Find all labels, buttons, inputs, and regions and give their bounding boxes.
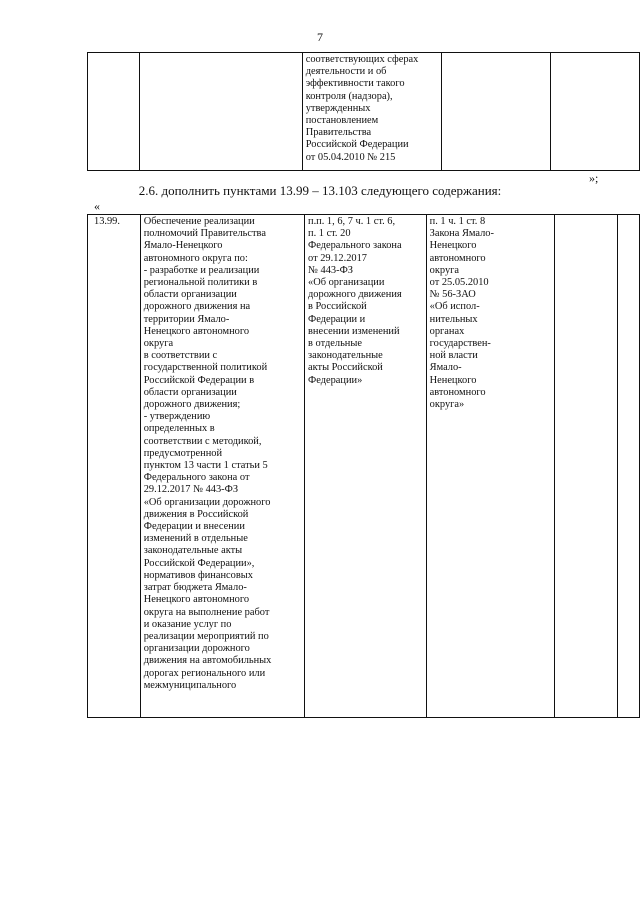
row-regional-basis: п. 1 ч. 1 ст. 8 Закона Ямало- Ненецкого автономного округа от 25.05.2010 № 56-ЗАО «Об испол- нительных органах государствен- ной власти Ямало- Ненецкого автономного округа» bbox=[429, 216, 494, 411]
col6-cell bbox=[617, 215, 639, 718]
row-federal-basis: п.п. 1, 6, 7 ч. 1 ст. 6, п. 1 ст. 20 Федерального закона от 29.12.2017 № 443-ФЗ «Об организации дорожного движения в Российской Федерации и внесении изменений в отдельные законодательные акты Российской Федерации» bbox=[308, 216, 402, 386]
page-number: 7 bbox=[317, 30, 323, 44]
row-description: Обеспечение реализации полномочий Правительства Ямало-Ненецкого автономного округа по: - разработке и реализации региональной политики в области организации дорожного движения на территории Ямало- Ненецкого автономного округа в соответствии с государственной политикой Российской Федерации в области организации дорожного движения; - утверждению определенных в соответствии с методикой, предусмотренной пунктом 13 части 1 статьи 5 Федерального закона от 29.12.2017 № 443-ФЗ «Об организации дорожного движения в Российской Федерации и внесении изменений в отдельные законодательные акты Российской Федерации», нормативов финансовых затрат бюджета Ямало- Ненецкого автономного округа на выполнение работ и оказание услуг по реализации мероприятий по организации дорожного движения на автомобильных дорогах регионального или межмуниципального bbox=[143, 216, 272, 691]
row-number: 13.99. bbox=[94, 216, 120, 227]
top-cell-regional bbox=[442, 53, 551, 171]
table-row bbox=[88, 53, 640, 171]
row-number-cell bbox=[88, 215, 141, 718]
top-table-continuation bbox=[87, 52, 640, 171]
section-heading: 2.6. дополнить пунктами 13.99 – 13.103 следующего содержания: bbox=[138, 183, 502, 198]
opening-quote-mark: « bbox=[94, 199, 100, 213]
top-cell-basis bbox=[302, 53, 441, 171]
regional-basis-cell bbox=[426, 215, 555, 718]
top-cell-number bbox=[88, 53, 140, 171]
closing-quote-mark: »; bbox=[589, 171, 599, 185]
col5-cell bbox=[555, 215, 618, 718]
main-table bbox=[87, 214, 640, 718]
top-cell-basis-text: соответствующих сферах деятельности и об эффективности такого контроля (надзора), утвержденных постановлением Правительства Российской Федерации от 05.04.2010 № 215 bbox=[305, 54, 419, 163]
federal-basis-cell bbox=[305, 215, 427, 718]
table-row bbox=[88, 215, 640, 718]
top-cell-description bbox=[140, 53, 303, 171]
description-cell bbox=[140, 215, 304, 718]
top-cell-extra bbox=[551, 53, 640, 171]
